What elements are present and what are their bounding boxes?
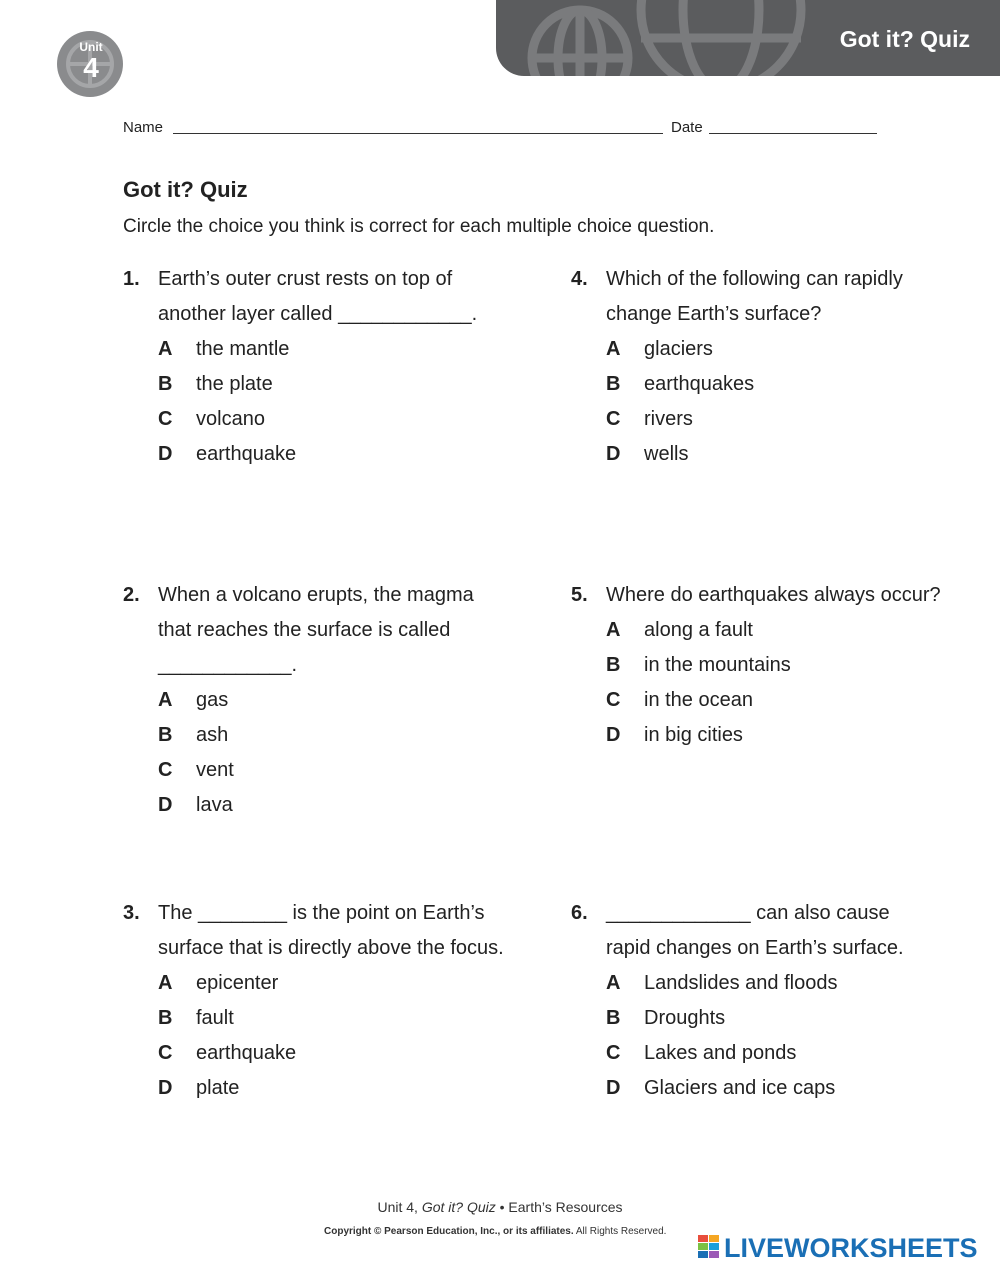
question-number: 3. — [123, 902, 140, 924]
choice-d[interactable]: D plate — [158, 1077, 240, 1099]
copyright: Copyright © Pearson Education, Inc., or its affiliates. All Rights Reserved. — [324, 1226, 667, 1237]
question-4 — [571, 262, 991, 472]
question-3 — [123, 896, 553, 1106]
header-banner — [496, 0, 1000, 76]
date-label: Date — [671, 119, 703, 136]
choice-a[interactable]: A gas — [158, 689, 229, 711]
question-number: 2. — [123, 584, 140, 606]
choice-b[interactable]: B in the mountains — [606, 654, 791, 676]
choice-list — [606, 966, 991, 1106]
choice-b[interactable]: B Droughts — [606, 1007, 726, 1029]
question-number: 1. — [123, 268, 140, 290]
choice-list — [158, 966, 553, 1106]
choice-list — [158, 683, 543, 823]
choice-c[interactable]: C vent — [158, 759, 234, 781]
choice-d[interactable]: D lava — [158, 794, 233, 816]
question-stem: _____________ can also cause rapid changes on Earth’s surface. — [606, 902, 904, 959]
choice-c[interactable]: C earthquake — [158, 1042, 297, 1064]
choice-d[interactable]: D wells — [606, 443, 689, 465]
choice-list — [606, 613, 991, 753]
name-field[interactable] — [173, 133, 663, 134]
choice-d[interactable]: D in big cities — [606, 724, 743, 746]
name-label: Name — [123, 119, 164, 136]
choice-list — [158, 332, 543, 472]
unit-label: Unit — [79, 40, 103, 54]
choice-c[interactable]: C rivers — [606, 408, 693, 430]
footer-source: Unit 4, Got it? Quiz • Earth’s Resources — [377, 1199, 623, 1215]
choice-list — [606, 332, 991, 472]
choice-d[interactable]: D earthquake — [158, 443, 297, 465]
question-stem: Earth’s outer crust rests on top of another layer called ____________. — [158, 268, 478, 325]
question-number: 6. — [571, 902, 588, 924]
question-number: 5. — [571, 584, 588, 606]
choice-a[interactable]: A epicenter — [158, 972, 279, 994]
page-title: Got it? Quiz — [123, 177, 248, 202]
choice-a[interactable]: A glaciers — [606, 338, 713, 360]
question-1 — [123, 262, 543, 472]
choice-c[interactable]: C Lakes and ponds — [606, 1042, 797, 1064]
choice-a[interactable]: A along a fault — [606, 619, 753, 641]
instructions: Circle the choice you think is correct for each multiple choice question. — [123, 216, 715, 237]
choice-b[interactable]: B the plate — [158, 373, 273, 395]
question-5 — [571, 578, 991, 753]
question-stem: The ________ is the point on Earth’s surface that is directly above the focus. — [158, 902, 504, 959]
unit-number: 4 — [83, 52, 99, 83]
choice-d[interactable]: D Glaciers and ice caps — [606, 1077, 836, 1099]
liveworksheets-icon — [698, 1235, 720, 1259]
choice-a[interactable]: A the mantle — [158, 338, 290, 360]
choice-b[interactable]: B ash — [158, 724, 229, 746]
date-field[interactable] — [709, 133, 877, 134]
choice-b[interactable]: B earthquakes — [606, 373, 755, 395]
liveworksheets-wordmark: LIVEWORKSHEETS — [724, 1233, 978, 1263]
question-number: 4. — [571, 268, 588, 290]
choice-c[interactable]: C in the ocean — [606, 689, 753, 711]
choice-b[interactable]: B fault — [158, 1007, 234, 1029]
question-6 — [571, 896, 991, 1106]
question-stem: Where do earthquakes always occur? — [606, 584, 941, 606]
question-stem: When a volcano erupts, the magma that reaches the surface is called ____________. — [158, 584, 474, 676]
question-2 — [123, 578, 543, 823]
choice-c[interactable]: C volcano — [158, 408, 265, 430]
choice-a[interactable]: A Landslides and floods — [606, 972, 838, 994]
question-stem: Which of the following can rapidly change Earth’s surface? — [606, 268, 903, 325]
banner-title: Got it? Quiz — [839, 26, 970, 52]
